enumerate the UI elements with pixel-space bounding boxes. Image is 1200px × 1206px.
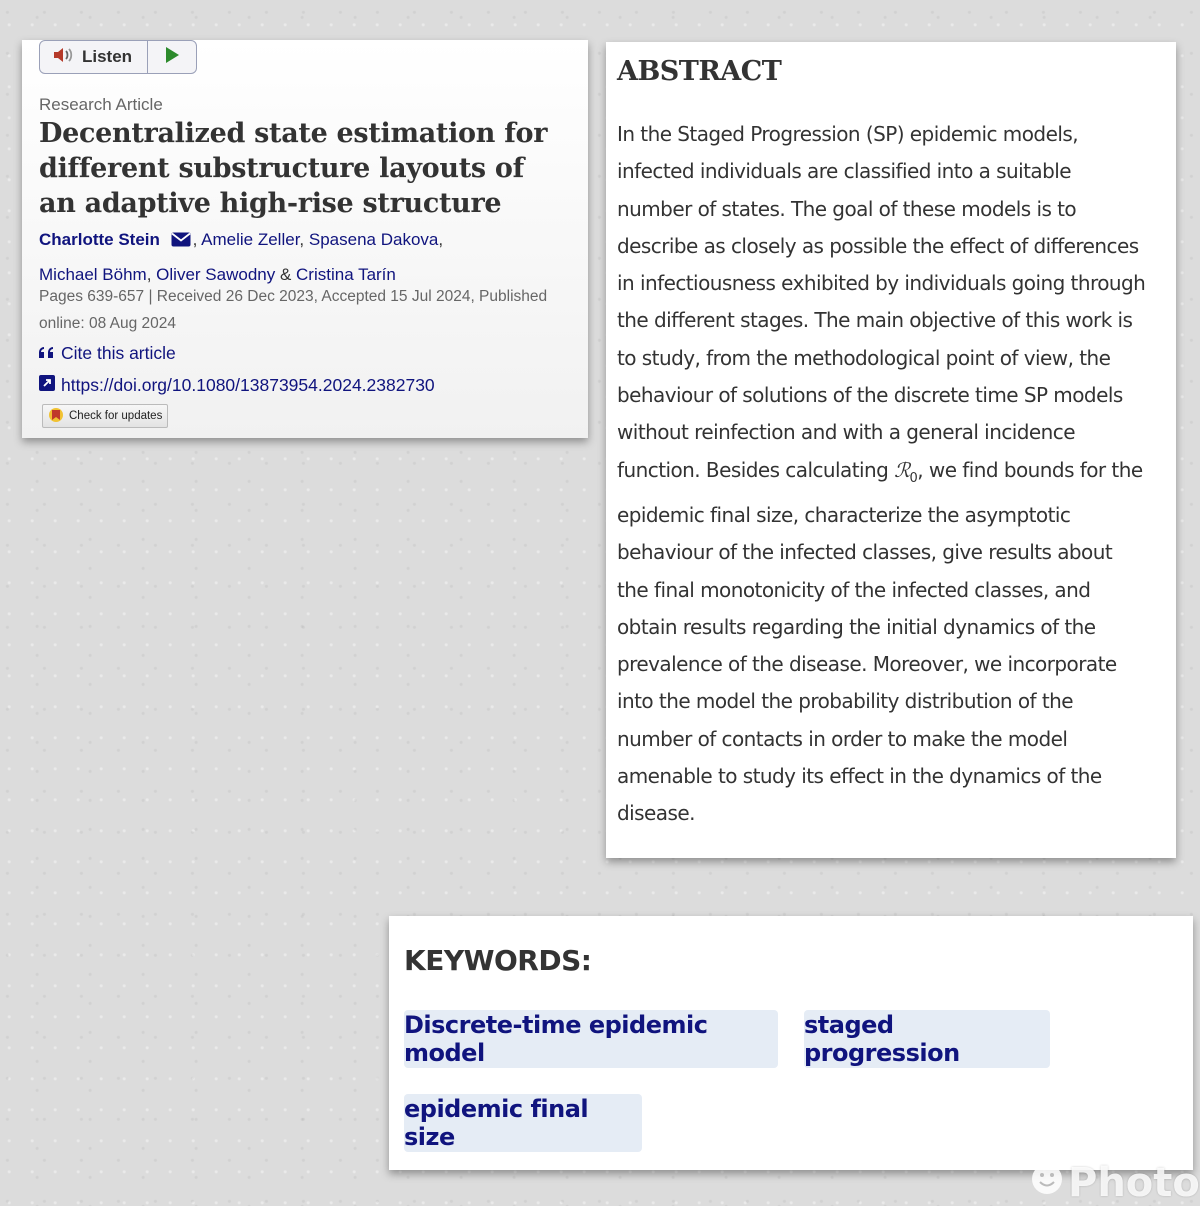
author-separator: , [299,230,309,249]
photo-watermark [1030,1160,1200,1206]
listen-button[interactable] [40,41,148,73]
author-link[interactable]: Amelie Zeller [201,230,300,249]
author-separator: , [438,230,444,249]
author-link[interactable]: Michael Böhm [39,265,147,284]
cite-label: Cite this article [61,343,176,363]
keyword-chip[interactable]: Discrete-time epidemic model [404,1010,778,1068]
listen-control [39,40,197,74]
play-button[interactable] [148,41,196,73]
keyword-chip[interactable]: epidemic final size [404,1094,642,1152]
author-link[interactable]: Cristina Tarín [296,265,396,284]
keywords-heading: KEYWORDS: [404,944,592,977]
abstract-heading: ABSTRACT [617,56,782,87]
article-header-card [22,40,588,438]
envelope-icon[interactable] [171,225,191,258]
speaker-icon [52,46,74,69]
smiley-icon [1030,1160,1064,1206]
abstract-text-part1: In the Staged Progression (SP) epidemic models, infected individuals are classified into a suitable number of states. The goal of these models is to describe as closely as possible the effect of differences in infectiousness exhibited by individuals going through the different stages. The main objective of this work is to study, from the methodological point of view, the behaviour of solutions of the discrete time SP models without reinfection and with a general incidence function. Besides calculating [617,122,1146,482]
doi-link[interactable] [39,375,435,396]
author-link[interactable]: Charlotte Stein [39,230,160,249]
author-list [39,223,579,291]
updates-label: Check for updates [69,410,163,422]
author-link[interactable]: Oliver Sawodny [156,265,276,284]
r0-subscript: 0 [909,470,918,486]
author-separator: & [275,265,297,284]
listen-label: Listen [82,47,133,66]
article-type: Research Article [39,95,163,114]
r0-symbol: ℛ [894,457,910,482]
author-separator: , [192,230,202,249]
keyword-chip[interactable]: staged progression [804,1010,1050,1068]
cite-article-link[interactable] [39,343,176,364]
doi-text: https://doi.org/10.1080/13873954.2024.2382730 [61,375,435,395]
abstract-text-part2: , we find bounds for the epidemic final size, characterize the asymptotic behaviour of the infected classes, give results about the final monotonicity of the infected classes, and obtain results regarding the initial dynamics of the prevalence of the disease. Moreover, we incorporate into the model the probability distribution of the number of contacts in order to make the model amenable to study its effect in the dynamics of the disease. [617,457,1143,826]
play-icon [164,46,180,68]
author-link[interactable]: Spasena Dakova [308,230,439,249]
article-title: Decentralized state estimation for different substructure layouts of an adaptive high-rise structure [39,118,548,219]
watermark-label: Photo [1068,1160,1200,1206]
keywords-card [389,916,1193,1170]
abstract-text [617,116,1146,833]
check-for-updates-button[interactable] [42,404,168,428]
abstract-card [606,42,1176,858]
publication-info: Pages 639-657 | Received 26 Dec 2023, Accepted 15 Jul 2024, Published online: 08 Aug 2024 [39,288,548,332]
author-separator: , [146,265,157,284]
crossmark-icon [49,407,63,426]
external-link-icon [39,375,55,396]
quote-icon [39,343,55,364]
